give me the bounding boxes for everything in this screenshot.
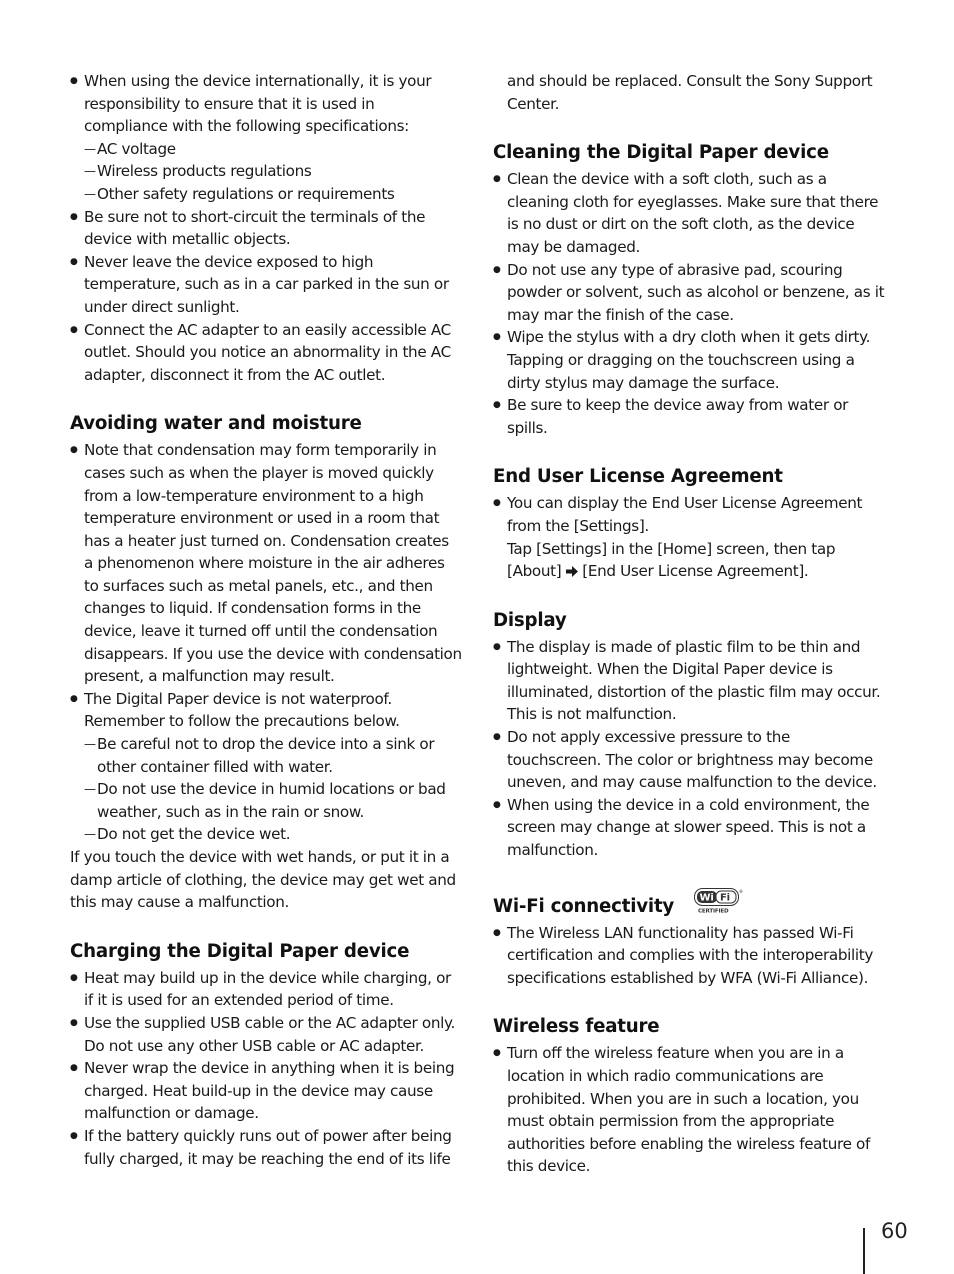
wireless-list [493,1042,888,1178]
section-heading-wifi [493,888,888,919]
list-item [70,70,462,206]
list-item [70,688,462,846]
continuation-text: and should be replaced. Consult the Sony Support Center. [507,72,873,113]
intro-list [70,70,462,386]
section-heading-cleaning: Cleaning the Digital Paper device [493,142,829,164]
section-heading-wireless: Wireless feature [493,1016,660,1038]
eula-tap-suffix: [End User License Agreement]. [582,562,809,581]
section-heading-display: Display [493,609,567,631]
water-list [70,439,462,846]
list-item: ● Be sure to keep the device away from water or spills. [493,394,888,439]
list-item: ● Do not apply excessive pressure to the touchscreen. The color or brightness may become uneven, and may cause malfunction to the device. [493,726,888,794]
water-note: If you touch the device with wet hands, or put it in a damp article of clothing, the device may get wet and this may cause a malfunction. [70,848,456,912]
eula-instructions [507,538,888,583]
cleaning-list [493,168,888,439]
list-item: ● Never wrap the device in anything when it is being charged. Heat build-up in the device may cause malfunction or damage. [70,1057,462,1125]
section-heading-water: Avoiding water and moisture [70,413,362,435]
list-item: ● Turn off the wireless feature when you are in a location in which radio communications are prohibited. When you are in such a location, you must obtain permission from the appropriate authorities before enabling the wireless feature of this device. [493,1042,888,1178]
svg-text:Wi: Wi [699,892,714,904]
sub-item: — Be careful not to drop the device into a sink or other container filled with water. [84,733,462,778]
left-column [70,70,462,1170]
svg-text:CERTIFIED: CERTIFIED [698,908,729,915]
sub-item: — Do not get the device wet. [84,823,462,846]
list-item-text: ● The Digital Paper device is not waterproof. Remember to follow the precautions below. [84,689,400,731]
sub-item: — Other safety regulations or requirements [84,183,462,206]
sub-item: — AC voltage [84,138,462,161]
list-item: ● If the battery quickly runs out of power after being fully charged, it may be reaching the end of its life [70,1125,462,1170]
page-number: 60 [881,1219,908,1243]
section-heading-charging: Charging the Digital Paper device [70,940,410,962]
display-list [493,636,888,862]
sub-item: — Do not use the device in humid locations or bad weather, such as in the rain or snow. [84,778,462,823]
wifi-heading-text: Wi-Fi connectivity [493,895,675,917]
svg-text:®: ® [739,888,744,894]
eula-list [493,492,888,582]
wifi-list [493,922,888,990]
list-item: ● Be sure not to short-circuit the terminals of the device with metallic objects. [70,206,462,251]
list-item: ● Do not use any type of abrasive pad, scouring powder or solvent, such as alcohol or benzene, as it may mar the finish of the case. [493,259,888,327]
arrow-right-icon [566,562,578,580]
list-item: ● Connect the AC adapter to an easily accessible AC outlet. Should you notice an abnormality in the AC adapter, disconnect it from the AC outlet. [70,319,462,387]
section-heading-eula: End User License Agreement [493,466,783,488]
list-item: ● When using the device in a cold environment, the screen may change at slower speed. This is not a malfunction. [493,794,888,862]
svg-text:Fi: Fi [720,892,731,904]
list-item: ● Note that condensation may form temporarily in cases such as when the player is moved quickly from a low-temperature environment to a high temperature environment or used in a room that has a heater just turned on. Condensation creates a phenomenon where moisture in the air adheres to surfaces such as metal panels, etc., and then changes to liquid. If condensation forms in the device, leave it turned off until the condensation disappears. If you use the device with condensation present, a malfunction may result. [70,439,462,688]
sub-item: — Wireless products regulations [84,160,462,183]
list-item: ● Use the supplied USB cable or the AC adapter only. Do not use any other USB cable or AC adapter. [70,1012,462,1057]
right-column [493,70,888,1178]
list-item: ● Clean the device with a soft cloth, such as a cleaning cloth for eyeglasses. Make sure that there is no dust or dirt on the soft cloth, as the device may be damaged. [493,168,888,258]
list-item: ● The Wireless LAN functionality has passed Wi-Fi certification and complies with the interoperability specifications established by WFA (Wi-Fi Alliance). [493,922,888,990]
page-number-divider [863,1228,865,1274]
list-item-text: ● When using the device internationally, it is your responsibility to ensure that it is used in compliance with the following specifications: [84,72,432,136]
wifi-certified-logo-icon [694,888,742,914]
list-item: ● Wipe the stylus with a dry cloth when it gets dirty. Tapping or dragging on the touchscreen using a dirty stylus may damage the surface. [493,326,888,394]
list-item: ● Never leave the device exposed to high temperature, such as in a car parked in the sun or under direct sunlight. [70,251,462,319]
charging-list [70,967,462,1170]
list-item [493,492,888,582]
list-item-text: ● You can display the End User License Agreement from the [Settings]. [507,494,863,535]
list-item: ● The display is made of plastic film to be thin and lightweight. When the Digital Paper device is illuminated, distortion of the plastic film may occur. This is not malfunction. [493,636,888,726]
eula-tap-prefix: Tap [Settings] in the [Home] screen, then tap [About] [507,539,836,581]
list-item: ● Heat may build up in the device while charging, or if it is used for an extended period of time. [70,967,462,1012]
